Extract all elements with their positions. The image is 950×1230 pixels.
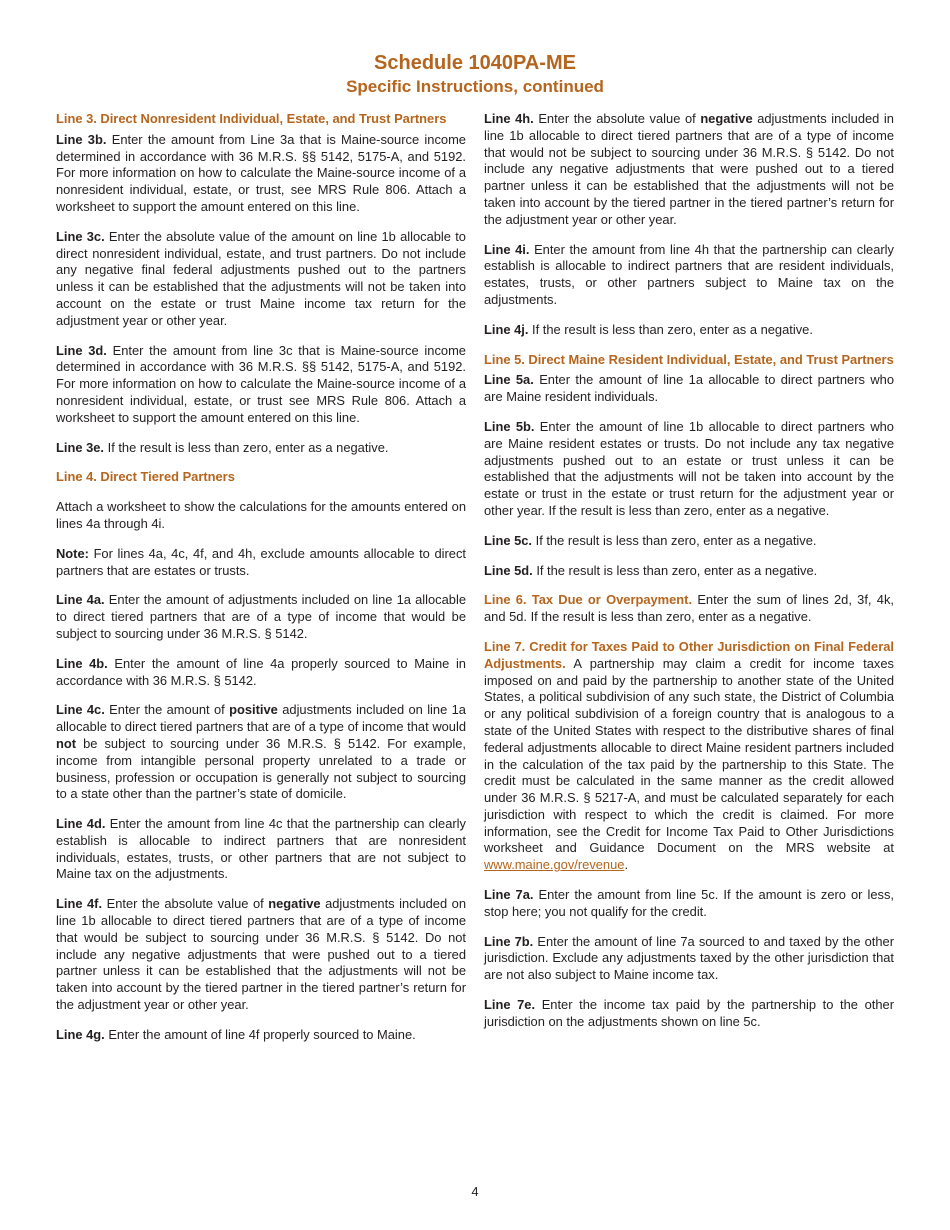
line3d-text: Enter the amount from line 3c that is Maine-source income determined in accordance with 36 M.R.S. §§ 5142, 5175-A, and 5192. For more information on how to calculate the Maine-source income of a nonresident individual, estate, or trust see MRS Rule 806. Attach a worksheet to support the amount entered on this line. — [56, 342, 466, 425]
note-paragraph — [56, 546, 466, 580]
line5b-text: Enter the amount of line 1b allocable to direct partners who are Maine resident estates or trusts. Do not include any tax negative adjustments pushed out to an estate or trust unless it can be established that the adjustments will not be taken into account by the estate or trust in the estate or trust return for the adjustment year or other year. If the result is less than zero, enter as a negative. — [484, 418, 894, 518]
line4g-text: Enter the amount of line 4f properly sourced to Maine. — [108, 1026, 416, 1042]
line6-paragraph — [484, 592, 894, 626]
line4d-text: Enter the amount from line 4c that the partnership can clearly establish is allocable to indirect partners that are nonresident individuals, estates, trusts, or other partners that are not subject to Maine tax on the adjustments. — [56, 816, 466, 882]
line3-heading: Line 3. Direct Nonresident Individual, Estate, and Trust Partners — [56, 111, 447, 126]
left-column — [56, 111, 466, 1057]
line4c-label: Line 4c. — [56, 702, 105, 718]
line4g-paragraph — [56, 1027, 466, 1044]
line4b-paragraph — [56, 656, 466, 690]
line4f-emphasis-negative: negative — [268, 896, 321, 912]
line4h-label: Line 4h. — [484, 111, 534, 126]
line3e-text: If the result is less than zero, enter as a negative. — [107, 439, 389, 455]
line4-heading: Line 4. Direct Tiered Partners — [56, 469, 235, 485]
line4h-emphasis-negative: negative — [700, 111, 753, 126]
line4b-text: Enter the amount of line 4a properly sourced to Maine in accordance with 36 M.R.S. § 5142. — [56, 655, 466, 688]
line7-heading: Line 7. Credit for Taxes Paid to Other Jurisdiction on Final Federal Adjustments. — [484, 638, 894, 671]
line4c-text-2: adjustments included on line 1a allocable to direct tiered partners that are of a type of income that would — [56, 702, 466, 735]
line4c-emphasis-positive: positive — [229, 702, 278, 718]
line5-heading: Line 5. Direct Maine Resident Individual, Estate, and Trust Partners — [484, 351, 894, 367]
line4f-text-1: Enter the absolute value of — [106, 896, 264, 912]
line3c-label: Line 3c. — [56, 228, 105, 244]
line3b-paragraph — [56, 132, 466, 216]
line7-text: A partnership may claim a credit for income taxes imposed on and paid by the partnership to another state of the United States, a political subdivision of any such state, the District of Columbia or any political subdivision of a foreign country that is analogous to a state of the United States with respect to the distributive shares of final federal adjustments allocable to direct Maine resident partners included in the calculation of the tax paid by the partnership to this State. The credit must be calculated in the same manner as the credit allowed under 36 M.R.S. § 5217-A, and must be calculated separately for each jurisdiction with respect to which the credit is claimed. For more information, see the Credit for Income Tax Paid to Other Jurisdictions worksheet and Guidance Document on the MRS website at — [484, 655, 894, 856]
maine-revenue-link[interactable]: www.maine.gov/revenue — [484, 857, 625, 873]
line4f-label: Line 4f. — [56, 896, 103, 912]
line5c-text: If the result is less than zero, enter as a negative. — [535, 532, 817, 548]
line7e-text: Enter the income tax paid by the partnership to the other jurisdiction on the adjustments shown on line 5c. — [484, 997, 894, 1029]
line7e-label: Line 7e. — [484, 997, 536, 1013]
line5a-text: Enter the amount of line 1a allocable to direct partners who are Maine resident individuals. — [484, 372, 894, 405]
line5b-paragraph — [484, 419, 894, 520]
line3e-label: Line 3e. — [56, 439, 105, 455]
line4a-text: Enter the amount of adjustments included on line 1a allocable to direct tiered partners that are of a type of income that would be subject to sourcing under 36 M.R.S. § 5142. — [56, 592, 466, 641]
line4c-text-1: Enter the amount of — [109, 702, 225, 718]
line7a-label: Line 7a. — [484, 887, 534, 903]
line4j-label: Line 4j. — [484, 321, 529, 337]
line5d-label: Line 5d. — [484, 562, 533, 578]
line7a-text: Enter the amount from line 5c. If the amount is zero or less, stop here; you not qualify for the credit. — [484, 887, 894, 919]
line4d-paragraph — [56, 816, 466, 883]
line4c-emphasis-not: not — [56, 735, 77, 751]
line4b-label: Line 4b. — [56, 655, 108, 671]
line5d-text: If the result is less than zero, enter as a negative. — [536, 562, 818, 578]
note-text: For lines 4a, 4c, 4f, and 4h, exclude amounts allocable to direct partners that are estates or trusts. — [56, 545, 466, 578]
line4c-paragraph — [56, 702, 466, 803]
line3e-paragraph — [56, 440, 466, 457]
line7b-paragraph — [484, 934, 894, 984]
right-column — [484, 111, 894, 1044]
line4-intro: Attach a worksheet to show the calculations for the amounts entered on lines 4a through 4i. — [56, 499, 466, 531]
line4d-label: Line 4d. — [56, 816, 106, 832]
line4i-text: Enter the amount from line 4h that the partnership can clearly establish is allocable to indirect partners that are resident individuals, estates, trusts, or other partners subject to Maine tax on the adjustments. — [484, 241, 894, 307]
line7b-label: Line 7b. — [484, 933, 534, 949]
line7e-paragraph — [484, 997, 894, 1031]
line4i-label: Line 4i. — [484, 241, 530, 257]
page-number: 4 — [471, 1184, 479, 1199]
line4a-label: Line 4a. — [56, 592, 105, 608]
line5d-paragraph — [484, 563, 894, 580]
line7-end: . — [624, 857, 629, 873]
line4h-text-2: adjustments included in line 1b allocable to direct tiered partners that are of a type of income that would not be subject to sourcing under 36 M.R.S. § 5142. Do not include any negative adjustments that were pushed out to a tiered partner unless it can be established that the adjustments will not be taken into account by the tiered partner in the tiered partner’s return for the adjustment year or other year. — [484, 111, 894, 227]
line3d-paragraph — [56, 343, 466, 427]
line3c-paragraph — [56, 229, 466, 330]
line3d-label: Line 3d. — [56, 342, 107, 358]
line6-heading: Line 6. Tax Due or Overpayment. — [484, 592, 693, 608]
line4c-text-3: be subject to sourcing under 36 M.R.S. § 5142. For example, income from intangible personal property unrelated to a trade or business, profession or occupation is generally not subject to sourcing to a state other than the partner’s state of domicile. — [56, 735, 466, 802]
line4j-text: If the result is less than zero, enter as a negative. — [532, 321, 813, 337]
line5a-paragraph — [484, 372, 894, 406]
line4f-paragraph — [56, 896, 466, 1014]
line4g-label: Line 4g. — [56, 1026, 105, 1042]
line5b-label: Line 5b. — [484, 418, 535, 434]
line4j-paragraph — [484, 322, 894, 339]
line5a-label: Line 5a. — [484, 372, 534, 388]
line4h-text-1: Enter the absolute value of — [538, 111, 696, 126]
line4i-paragraph — [484, 242, 894, 309]
line3b-label: Line 3b. — [56, 131, 107, 147]
line4a-paragraph — [56, 592, 466, 642]
line5c-paragraph — [484, 533, 894, 550]
line3c-text: Enter the absolute value of the amount on line 1b allocable to direct nonresident individual, estate, and trust partners. Do not include any negative final federal adjustments pushed out to the partners unless it can be established that the adjustments will not be taken into account on the estate or trust Maine income tax return for the adjustment year or other year. — [56, 228, 466, 328]
line4f-text-2: adjustments included on line 1b allocable to direct tiered partners that are of a type of income that would be subject to sourcing under 36 M.R.S. § 5142. Do not include any negative adjustments that were pushed out to a tiered partner unless it can be established that the adjustments will not be taken into account by the tiered partner in the tiered partner’s return for the adjustment year or other year. — [56, 896, 466, 1013]
line7a-paragraph — [484, 887, 894, 921]
line4h-paragraph — [484, 111, 894, 229]
line5c-label: Line 5c. — [484, 532, 533, 548]
line7-paragraph — [484, 639, 894, 874]
line3b-text: Enter the amount from Line 3a that is Maine-source income determined in accordance with 36 M.R.S. §§ 5142, 5175-A, and 5192. For more information on how to calculate the Maine-source income of a nonresident individual, estate, or trust, see MRS Rule 806. Attach a worksheet to support the amount entered on this line. — [56, 131, 466, 214]
line7b-text: Enter the amount of line 7a sourced to and taxed by the other jurisdiction. Exclude any adjustments taxed by the other jurisdiction that are not also subject to Maine income tax. — [484, 933, 894, 983]
line6-text: Enter the sum of lines 2d, 3f, 4k, and 5d. If the result is less than zero, enter as a negative. — [484, 592, 894, 625]
note-label: Note: — [56, 545, 89, 561]
page-subtitle: Specific Instructions, continued — [346, 77, 604, 96]
page-title: Schedule 1040PA-ME — [374, 52, 576, 74]
